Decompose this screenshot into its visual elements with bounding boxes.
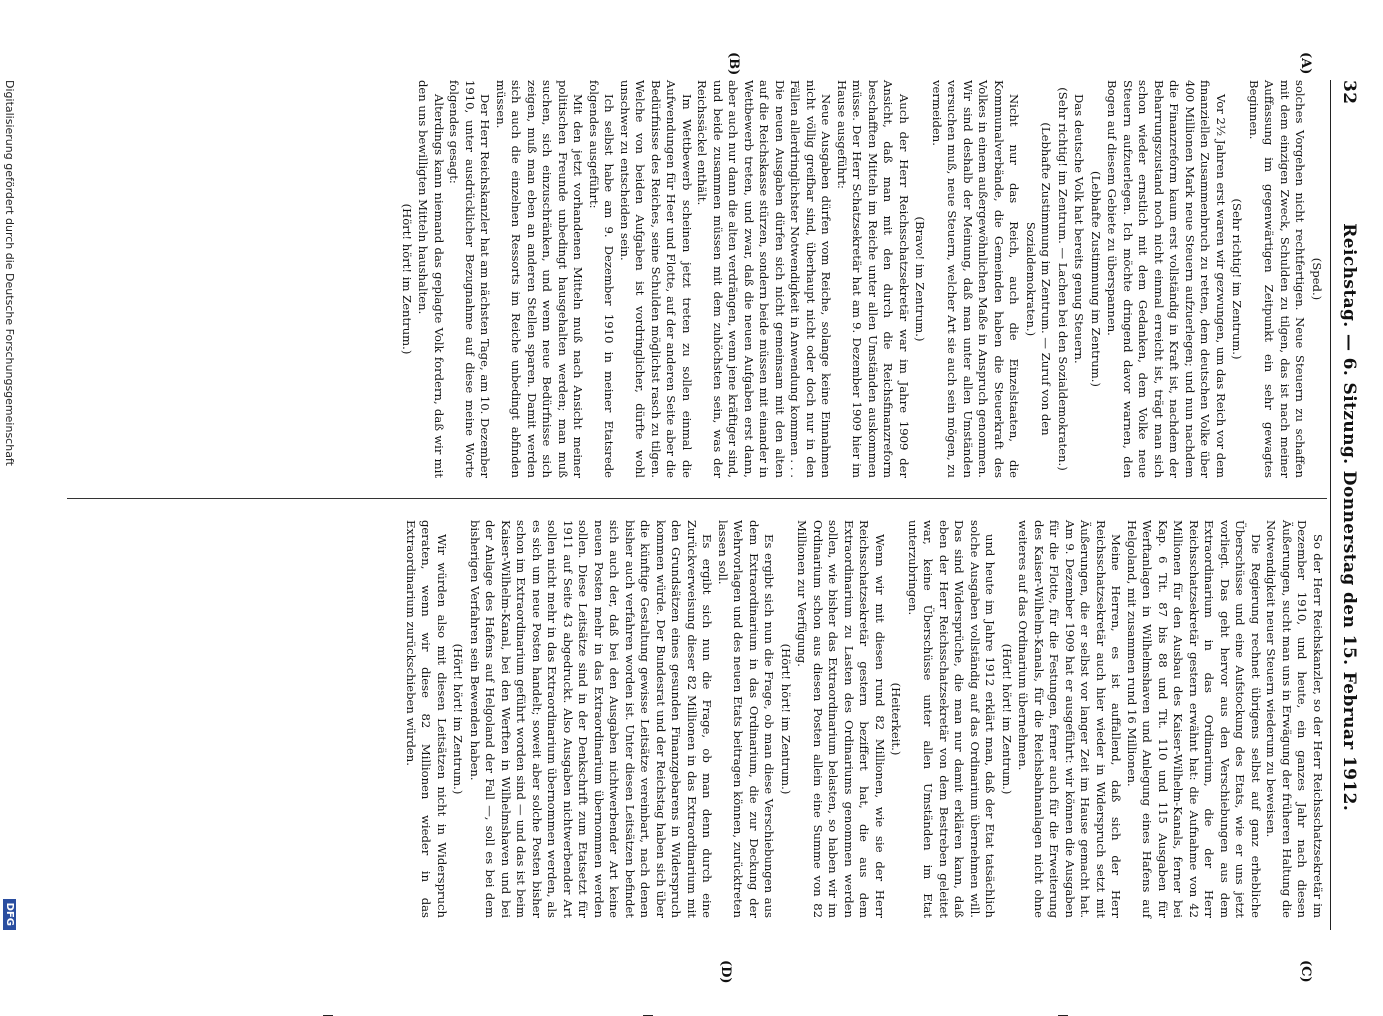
- column-divider: [67, 498, 1327, 499]
- header-rule: [1330, 80, 1331, 930]
- paragraph: Mit den jetzt vorhandenen Mitteln muß nach Ansicht meiner politischen Freunde unbedingt hausgehalten werden; man muß suchen, sich einzuschränken, und wenn neue Bedürfnisse sich zeigen, muß man eben an anderen Stellen sparen. Damit werden sich auch die einzelnen Ressorts im Reiche unbedingt abfinden müssen.: [494, 80, 586, 478]
- paragraph: Auch der Herr Reichsschatzsekretär war im Jahre 1909 der Ansicht, daß man mit den durch die Reichsfinanzreform beschafften Mitteln im Reiche unter allen Umständen auskommen müsse. Der Herr Schatzsekretär hat am 9. Dezember 1909 hier im Hause ausgeführt:: [835, 80, 911, 478]
- interjection: (Sped.): [1310, 257, 1324, 301]
- interjection: (Sehr richtig! im Zentrum. — Lachen bei den Sozialdemokraten.): [1056, 87, 1070, 471]
- interjection: (Hört! hört! im Zentrum.): [400, 203, 414, 355]
- interjection: (Heiterkeit.): [889, 682, 904, 756]
- paragraph: Es ergibt sich nun die Frage, ob man denn durch eine Zurückverweisung dieser 82 Millionen in das Extraordinarium mit den Grundsätzen eines gesunden Finanzgebarens in Widerspruch kommen würde. Der Bundesrat und der Reichstag haben sich über die künftige Gestaltung gewisse Leitsätze vereinbart, nach denen bisher auch verfahren worden ist. Unter diesen Leitsätzen befindet sich auch der, daß bei den Ausgaben nichtwerbender Art keine neuen Posten mehr in das Extraordinarium übernommen werden sollen. Diese Leitsätze sind in der Denkschrift zum Etatsetzt für 1911 auf Seite 43 abgedruckt. Also Ausgaben nichtwerbender Art sollen nicht mehr in das Extraordinarium übernommen werden, als es sich um neue Posten handelt; soweit aber solche Posten bisher schon im Extraordinarium geführt worden sind — und das ist beim Kaiser-Wilhelm-Kanal, bei den Werften in Wilhelmshaven und bei der Anlage des Hafens auf Helgoland der Fall —, soll es bei dem bisherigen Verfahren sein Bewenden haben.: [468, 520, 715, 918]
- digitization-credit: Digitalisierung gefördert durch die Deutsche Forschungsgemeinschaft: [3, 80, 17, 466]
- interjection: (Bravo! im Zentrum.): [913, 216, 928, 342]
- interjection: (Hört! hört! im Zentrum.): [1000, 643, 1014, 795]
- interjection: (Hört! hört! im Zentrum.): [451, 643, 466, 795]
- paragraph: solches Vorgehen nicht rechtfertigen. Neue Steuern zu schaffen mit dem einzigen Zweck, Schulden zu tilgen, das ist nach meiner Auffassung im gegenwärtigen Zeitpunkt ein sehr gewagtes Beginnen.: [1247, 80, 1308, 478]
- page-number: 32: [1339, 80, 1359, 105]
- interjection: (Lebhafte Zustimmung im Zentrum.): [1089, 171, 1103, 387]
- running-head: [1335, 80, 1359, 930]
- paragraph: Neue Ausgaben dürfen vom Reiche, solange keine Einnahmen nicht völlig greifbar sind, überhaupt nicht oder doch nur in den Fällen allerdringlichster Notwendigkeit in Anwendung kommen . . . Die neuen Ausgaben dürfen sich nicht gemeinsam mit den alten auf die Reichskasse stürzen, sondern beide müssen mit einander in Wettbewerb treten, und zwar, daß die neuen Aufgaben erst dann, aber auch nur dann die alten verdrängen, wenn jene kräftiger sind, und beide zusammen müssen mit dem zuhöchsten sein, was der Reichssäckel enthält.: [695, 80, 834, 478]
- paragraph: Meine Herren, es ist auffallend, daß sich der Herr Reichsschatzsekretär auch hier wieder in Widerspruch setzt mit Äußerungen, die er selbst vor langer Zeit im Hause gemacht hat. Am 9. Dezember 1909 hat er ausgeführt: wir können die Ausgaben für die Flotte, für die Festungen, ferner auch für die Erweiterung des Kaiser-Wilhelm-Kanals, für die Reichsbahnanlagen nicht ohne weiteres auf das Ordinarium übernehmen.: [1016, 520, 1124, 918]
- paragraph: Alterdings kann niemand das geplagte Volk fordern, daß wir mit den uns bewilligten Mitteln haushalten.: [416, 80, 446, 478]
- margin-marker-b: (B): [726, 52, 741, 76]
- page-footer: [2, 80, 18, 930]
- paragraph: Der Herr Reichskanzler hat am nächsten Tage, am 10. Dezember 1910, unter ausdrücklicher Bezugnahme auf diese meine Worte folgendes gesagt:: [447, 80, 493, 478]
- paragraph: und heute im Jahre 1912 erklärt man, daß der Etat tatsächlich solche Ausgaben vollständig auf das Ordinarium übernehmen will. Das sind Widersprüche, die man nur damit erklären kann, daß eben der Herr Reichsschatzsekretär von dem Bestreben geleitet war, keine Überschüsse unter allen Umständen im Etat unterzubringen.: [906, 520, 998, 918]
- paragraph: Nicht nur das Reich, auch die Einzelstaaten, die Kommunalverbände, die Gemeinden haben die Steuerkraft des Volkes in einem außergewöhnlichen Maße in Anspruch genommen. Wir sind deshalb der Meinung, daß man unter allen Umständen versuchen muß, neue Steuern, welcher Art sie auch sein mögen, zu vermeiden.: [930, 80, 1022, 478]
- margin-marker-a: (A): [1298, 52, 1313, 75]
- paragraph: Die Regierung rechnet übrigens selbst auf ganz erhebliche Überschüsse und eine Aufstockung des Etats, wie er uns jetzt vorliegt. Das geht hervor aus den Verschiebungen aus dem Extraordinarium in das Ordinarium, die der Herr Reichsschatzsekretär gestern erwähnt hat: die Aufnahme von 42 Millionen für den Ausbau des Kaiser-Wilhelm-Kanals, ferner bei Kap. 6 Tit. 87 bis 88 und Tit. 110 und 115 Ausgaben für Werftanlagen in Wilhelmshaven und Anlegung eines Hafens auf Helgoland, mit zusammen rund 16 Millionen.: [1125, 520, 1263, 918]
- paragraph: Wir würden also mit diesen Leitsätzen nicht in Widerspruch geraten, wenn wir diese 82 Millionen wieder in das Extraordinarium zurückschieben würden.: [404, 520, 449, 918]
- dfg-logo: DFG: [4, 899, 17, 930]
- paragraph: Ich selbst habe am 9. Dezember 1910 in meiner Etatsrede folgendes ausgeführt:: [587, 80, 617, 478]
- margin-marker-c: (C): [1298, 960, 1313, 983]
- paragraph: Wenn wir mit diesen rund 82 Millionen, wie sie der Herr Reichsschatzsekretär gestern beziffert hat, die aus dem Extraordinarium zu Lasten des Ordinariums genommen werden sollen, wie bisher das Extraordinarium belasten, so haben wir im Ordinarium schon aus diesen Posten allein eine Summe von 82 Millionen zur Verfügung.: [795, 520, 887, 918]
- paragraph: So der Herr Reichskanzler, so der Herr Reichsschatzsekretär im Dezember 1910, und heute, ein ganzes Jahr nach diesen Äußerungen, sucht man uns in Erwägung der früheren Haltung die Notwendigkeit neuer Steuern wiederum zu beweisen.: [1264, 520, 1325, 918]
- margin-marker-d: (D): [718, 960, 733, 984]
- interjection: (Sehr richtig! im Zentrum.): [1230, 198, 1245, 360]
- interjection: (Lebhafte Zustimmung im Zentrum. — Zuruf von den Sozialdemokraten.): [1024, 122, 1054, 436]
- paragraph: Vor 2½ Jahren erst waren wir gezwungen, um das Reich vor dem finanziellen Zusammenbruch zu retten, dem deutschen Volke über 400 Millionen Mark neue Steuern aufzuerlegen; und nun nachdem die Finanzreform kaum erst vollständig in Kraft ist, nachdem der Beharrungszustand noch nicht einmal erreicht ist, trägt man sich schon wieder ernstlich mit dem Gedanken, dem Volke neue Steuern aufzuerlegen. Ich möchte dringend davor warnen, den Bogen auf diesem Gebiete zu überspannen.: [1105, 80, 1228, 478]
- page-title: Reichstag. — 6. Sitzung. Donnerstag den 15. Februar 1912.: [1339, 223, 1359, 812]
- interjection: (Hört! hört! im Zentrum.): [779, 643, 793, 795]
- right-column: [403, 520, 1326, 918]
- paragraph: Es ergibt sich nun die Frage, ob man diese Verschiebungen aus dem Extraordinarium in das Ordinarium, die zur Deckung der Wehrvorlagen und des neuen Etats beitragen können, zurücktreten lassen soll.: [716, 520, 777, 918]
- paragraph: Das deutsche Volk hat bereits genug Steuern.: [1072, 94, 1087, 364]
- paragraph: Im Wettbewerb scheinen jetzt treten zu sollen einmal die Aufwendungen für Heer und Flotte, auf der anderen Seite aber die Bedürfnisse des Reiches, seine Schulden möglichst rasch zu tilgen. Welche von beiden Aufgaben ist vordringlicher, dürfte wohl unschwer zu entscheiden sein.: [618, 80, 694, 478]
- left-column: [398, 80, 1326, 478]
